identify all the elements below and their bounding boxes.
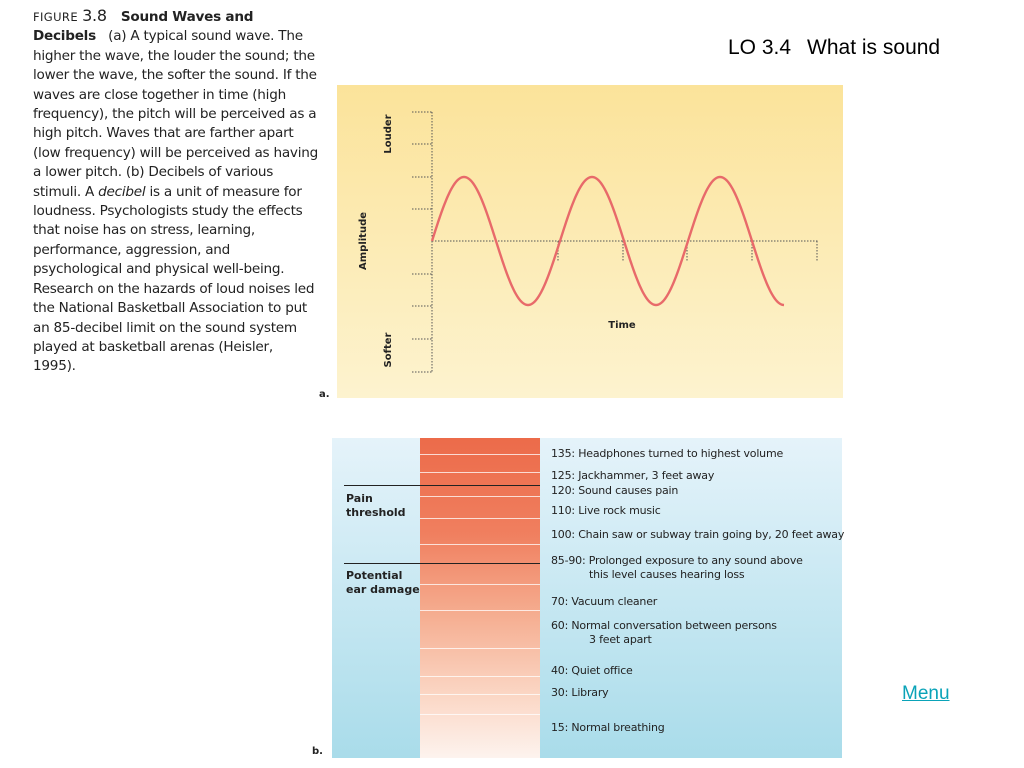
figure-number: 3.8 xyxy=(82,6,107,25)
figure-heading: Sound Waves and Decibels xyxy=(33,9,254,45)
decibel-level-100: 100: Chain saw or subway train going by, 20 feet away xyxy=(551,528,845,541)
bar-divider xyxy=(420,518,540,519)
menu-link[interactable]: Menu xyxy=(902,683,950,704)
ear-damage-label: Potential ear damage xyxy=(346,569,420,596)
amplitude-axis xyxy=(412,112,432,372)
decibel-level-60: 60: Normal conversation between persons 3 feet apart xyxy=(551,619,777,646)
bar-divider xyxy=(420,694,540,695)
bar-divider xyxy=(420,648,540,649)
decibel-level-135: 135: Headphones turned to highest volume xyxy=(551,447,784,460)
decibel-level-110: 110: Live rock music xyxy=(551,504,661,517)
pain-threshold-label: Pain threshold xyxy=(346,492,406,519)
pain-threshold-line xyxy=(344,485,540,486)
softer-label: Softer xyxy=(383,332,394,368)
bar-divider xyxy=(420,610,540,611)
decibel-level-70: 70: Vacuum cleaner xyxy=(551,595,658,608)
amplitude-label: Amplitude xyxy=(358,211,369,271)
bar-divider xyxy=(420,584,540,585)
bar-divider xyxy=(420,714,540,715)
caption-text-2: is a unit of measure for loudness. Psychologists study the effects that noise has on stress, learning, performance, aggression, and psychological and physical well-being. Research on the hazards of loud noises led the National Basketball Association to put an 85-decibel limit on the sound system played at basketball arenas (Heisler, 1995). xyxy=(33,183,315,375)
time-label: Time xyxy=(608,320,636,331)
decibel-level-120: 120: Sound causes pain xyxy=(551,484,679,497)
caption-italic-term: decibel xyxy=(98,183,146,200)
decibel-level-15: 15: Normal breathing xyxy=(551,721,665,734)
panel-a-letter: a. xyxy=(319,389,330,400)
bar-divider xyxy=(420,496,540,497)
decibel-level-30: 30: Library xyxy=(551,686,609,699)
slide-title xyxy=(728,36,940,60)
decibel-scale-panel xyxy=(332,438,845,758)
decibel-level-125: 125: Jackhammer, 3 feet away xyxy=(551,469,715,482)
caption-text-1: (a) A typical sound wave. The higher the wave, the louder the sound; the lower the wave, the softer the sound. If the waves are close together in time (high frequency), the pitch will be perceived as a high pitch. Waves that are farther apart (low frequency) will be perceived as having a lower pitch. (b) Decibels of various stimuli. A xyxy=(33,28,318,200)
ear-damage-line xyxy=(344,563,540,564)
bar-divider xyxy=(420,544,540,545)
louder-label: Louder xyxy=(383,114,394,154)
sound-wave-curve xyxy=(432,177,784,305)
bar-divider xyxy=(420,472,540,473)
decibel-level-40: 40: Quiet office xyxy=(551,664,633,677)
figure-caption xyxy=(33,6,318,377)
slide-title-text: What is sound xyxy=(807,36,941,59)
figure-word: FIGURE xyxy=(33,10,78,24)
bar-divider xyxy=(420,676,540,677)
decibel-bar xyxy=(420,438,540,758)
sound-wave-diagram xyxy=(337,85,843,398)
sound-wave-panel xyxy=(337,85,843,398)
decibel-level-85-90: 85-90: Prolonged exposure to any sound above this level causes hearing loss xyxy=(551,554,803,581)
bar-divider xyxy=(420,454,540,455)
slide-title-code: LO 3.4 xyxy=(728,36,792,59)
panel-b-letter: b. xyxy=(312,746,323,757)
